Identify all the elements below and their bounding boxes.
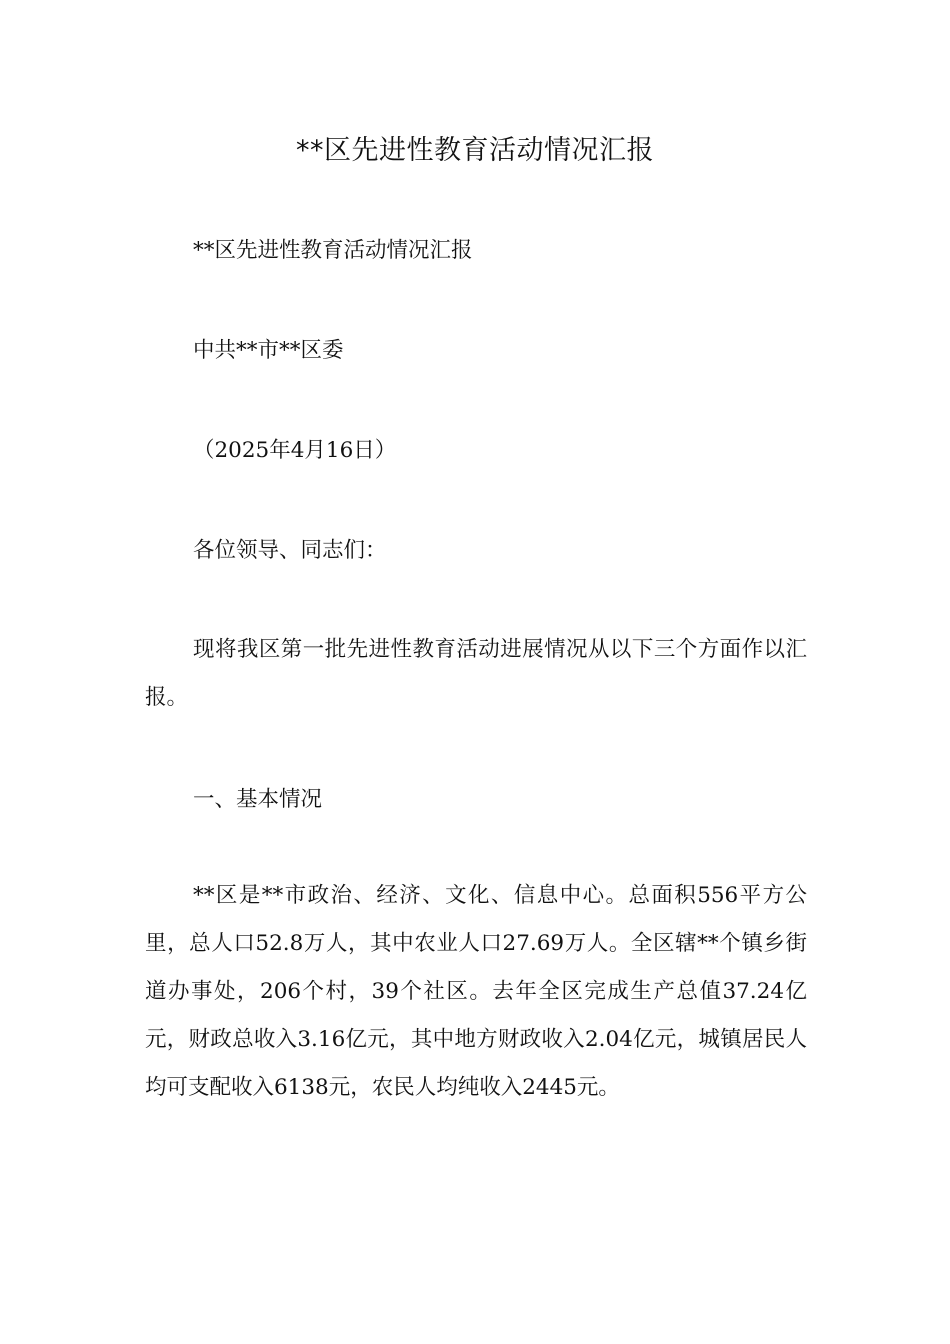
paragraph-basic-info: **区是**市政治、经济、文化、信息中心。总面积556平方公里，总人口52.8万人，其中农业人口27.69万人。全区辖**个镇乡街道办事处，206个村，39个社区。去年全区完成生产总值37.24亿元，财政总收入3.16亿元，其中地方财政收入2.04亿元，城镇居民人均可支配收入6138元，农民人均纯收入2445元。 — [145, 883, 807, 1100]
section-heading-basic-info: 一、基本情况 — [193, 787, 323, 812]
document-title: **区先进性教育活动情况汇报 — [296, 135, 654, 166]
paragraph-date: （2025年4月16日） — [193, 438, 397, 463]
paragraph-subtitle: **区先进性教育活动情况汇报 — [193, 238, 473, 263]
paragraph-intro: 现将我区第一批先进性教育活动进展情况从以下三个方面作以汇报。 — [145, 637, 807, 710]
paragraph-issuer: 中共**市**区委 — [193, 338, 344, 363]
paragraph-salutation: 各位领导、同志们： — [193, 538, 387, 563]
